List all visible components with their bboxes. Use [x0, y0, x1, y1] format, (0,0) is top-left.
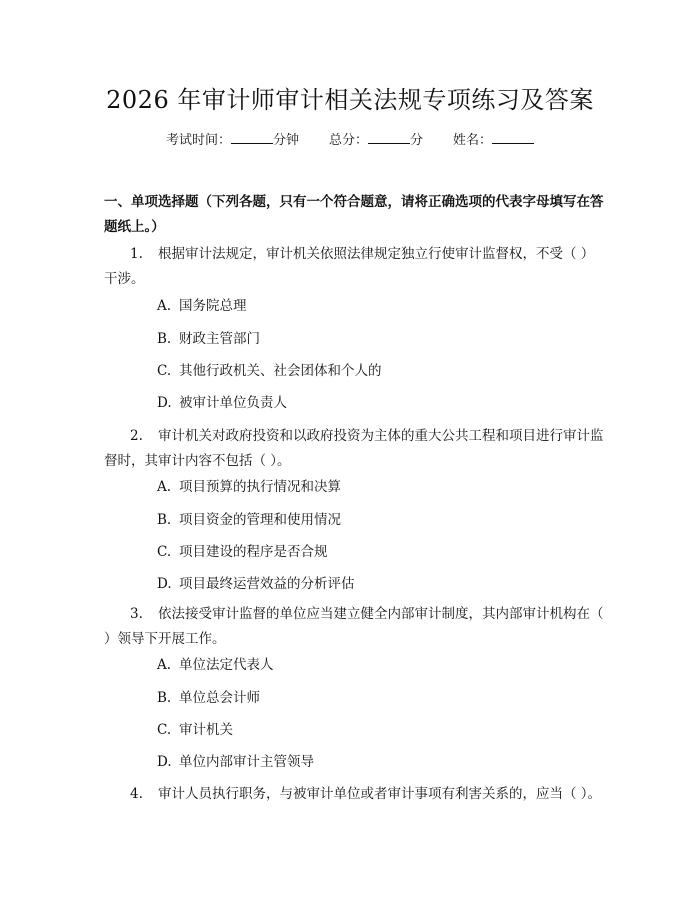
- question-3: [104, 602, 604, 652]
- question-2: [104, 424, 604, 474]
- question-number: 1.: [130, 246, 143, 262]
- option-letter: C.: [157, 544, 172, 560]
- option-text: 其他行政机关、社会团体和个人的: [179, 363, 382, 379]
- exam-time-field: [166, 130, 299, 151]
- option-2d: [157, 574, 355, 594]
- option-text: 审计机关: [179, 722, 233, 738]
- question-1: [104, 242, 604, 292]
- section-heading: 一、单项选择题（下列各题，只有一个符合题意，请将正确选项的代表字母填写在答题纸上。）: [104, 194, 604, 235]
- option-text: 被审计单位负责人: [179, 395, 287, 411]
- option-1b: [157, 329, 260, 349]
- exam-time-unit: 分钟: [272, 133, 299, 148]
- option-text: 国务院总理: [179, 298, 247, 314]
- question-text: 根据审计法规定，审计机关依照法律规定独立行使审计监督权，不受（ ）干涉。: [104, 246, 595, 287]
- option-text: 单位总会计师: [179, 690, 260, 706]
- question-text: 依法接受审计监督的单位应当建立健全内部审计制度，其内部审计机构在（ ）领导下开展工作。: [104, 606, 604, 647]
- name-label: 姓名：: [453, 133, 493, 148]
- option-text: 项目最终运营效益的分析评估: [179, 576, 355, 592]
- option-letter: C.: [157, 363, 172, 379]
- exam-time-blank: [231, 130, 273, 144]
- option-3c: [157, 720, 233, 740]
- exam-meta-line: [0, 130, 700, 151]
- option-letter: A.: [157, 479, 172, 495]
- question-text: 审计人员执行职务，与被审计单位或者审计事项有利害关系的，应当（ ）。: [158, 786, 602, 802]
- option-letter: B.: [157, 512, 172, 528]
- page-title: 2026 年审计师审计相关法规专项练习及答案: [106, 86, 594, 114]
- option-letter: C.: [157, 722, 172, 738]
- question-4: [104, 782, 604, 807]
- option-1c: [157, 361, 382, 381]
- option-2c: [157, 542, 328, 562]
- option-text: 单位内部审计主管领导: [179, 754, 314, 770]
- total-score-field: [329, 130, 423, 151]
- total-score-blank: [368, 130, 410, 144]
- name-field: [453, 130, 534, 151]
- total-score-label: 总分：: [328, 133, 368, 148]
- option-letter: D.: [157, 395, 172, 411]
- option-1a: [157, 296, 247, 316]
- option-text: 项目预算的执行情况和决算: [179, 479, 341, 495]
- option-text: 单位法定代表人: [179, 657, 274, 673]
- option-text: 项目资金的管理和使用情况: [179, 512, 341, 528]
- option-3a: [157, 655, 274, 675]
- option-letter: A.: [157, 298, 172, 314]
- name-blank: [492, 130, 534, 144]
- option-letter: D.: [157, 754, 172, 770]
- option-2b: [157, 510, 341, 530]
- option-letter: B.: [157, 690, 172, 706]
- option-3d: [157, 752, 314, 772]
- option-1d: [157, 393, 287, 413]
- question-number: 3.: [130, 606, 143, 622]
- option-letter: A.: [157, 657, 172, 673]
- total-score-unit: 分: [410, 133, 424, 148]
- option-text: 项目建设的程序是否合规: [179, 544, 328, 560]
- question-text: 审计机关对政府投资和以政府投资为主体的重大公共工程和项目进行审计监督时，其审计内容不包括（ ）。: [104, 428, 604, 469]
- question-number: 4.: [130, 786, 143, 802]
- question-number: 2.: [130, 428, 143, 444]
- exam-time-label: 考试时间：: [165, 133, 231, 148]
- option-3b: [157, 688, 260, 708]
- option-text: 财政主管部门: [179, 331, 260, 347]
- option-2a: [157, 477, 341, 497]
- option-letter: B.: [157, 331, 172, 347]
- option-letter: D.: [157, 576, 172, 592]
